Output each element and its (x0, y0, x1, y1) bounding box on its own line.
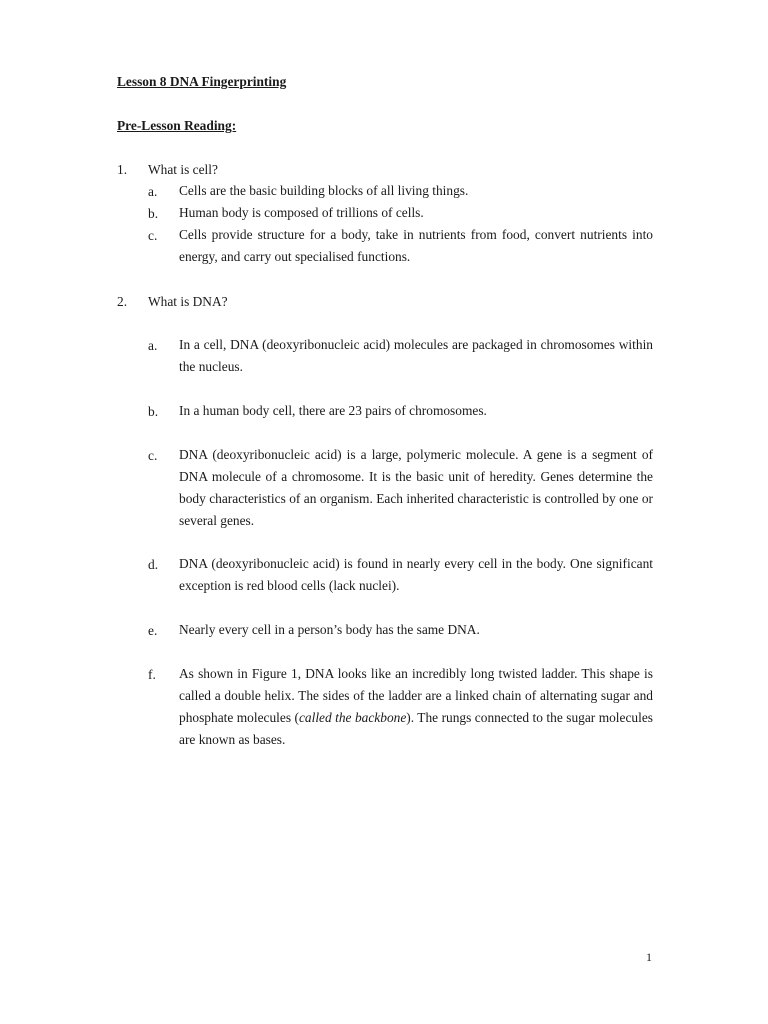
list-item: DNA (deoxyribonucleic acid) is a large, polymeric molecule. A gene is a segment of DNA molecule of a chromosome. It is the basic unit of heredity. Genes determine the body characteristics of an organism. Each inherited characteristic is controlled by one or several genes. (179, 447, 653, 528)
lesson-title: Lesson 8 DNA Fingerprinting (117, 74, 287, 89)
question-number: 1. (117, 162, 128, 177)
list-item: DNA (deoxyribonucleic acid) is found in nearly every cell in the body. One significant exception is red blood cells (lack nuclei). (179, 556, 653, 593)
question-text: What is DNA? (148, 294, 228, 309)
list-item: Human body is composed of trillions of cells. (179, 205, 424, 220)
list-item: In a cell, DNA (deoxyribonucleic acid) molecules are packaged in chromosomes within the nucleus. (179, 337, 653, 374)
list-item (179, 663, 653, 751)
section-heading: Pre-Lesson Reading: (117, 118, 237, 133)
item-letter: a. (148, 338, 158, 353)
list-item: Nearly every cell in a person’s body has the same DNA. (179, 622, 480, 637)
question-text: What is cell? (148, 162, 218, 177)
list-item: In a human body cell, there are 23 pairs of chromosomes. (179, 403, 487, 418)
item-letter: a. (148, 184, 158, 199)
italic-term: called the backbone (298, 710, 407, 725)
list-item: Cells are the basic building blocks of all living things. (179, 183, 469, 198)
item-letter: c. (148, 228, 158, 243)
item-letter: b. (148, 206, 159, 221)
item-text: As shown in Figure 1, DNA looks like an incredibly long twisted ladder. This shape is called a double helix. The sides of the ladder are a linked chain of alternating sugar and phosphate molecules ( (179, 666, 653, 725)
item-letter: e. (148, 623, 158, 638)
question-number: 2. (117, 294, 128, 309)
page-number: 1 (646, 950, 652, 964)
item-letter: f. (148, 667, 156, 682)
list-item: Cells provide structure for a body, take in nutrients from food, convert nutrients into energy, and carry out specialised functions. (179, 227, 653, 264)
item-letter: d. (148, 557, 159, 572)
item-text: ). The rungs connected to the sugar molecules are known as bases. (179, 710, 653, 747)
item-letter: b. (148, 404, 159, 419)
item-letter: c. (148, 448, 158, 463)
